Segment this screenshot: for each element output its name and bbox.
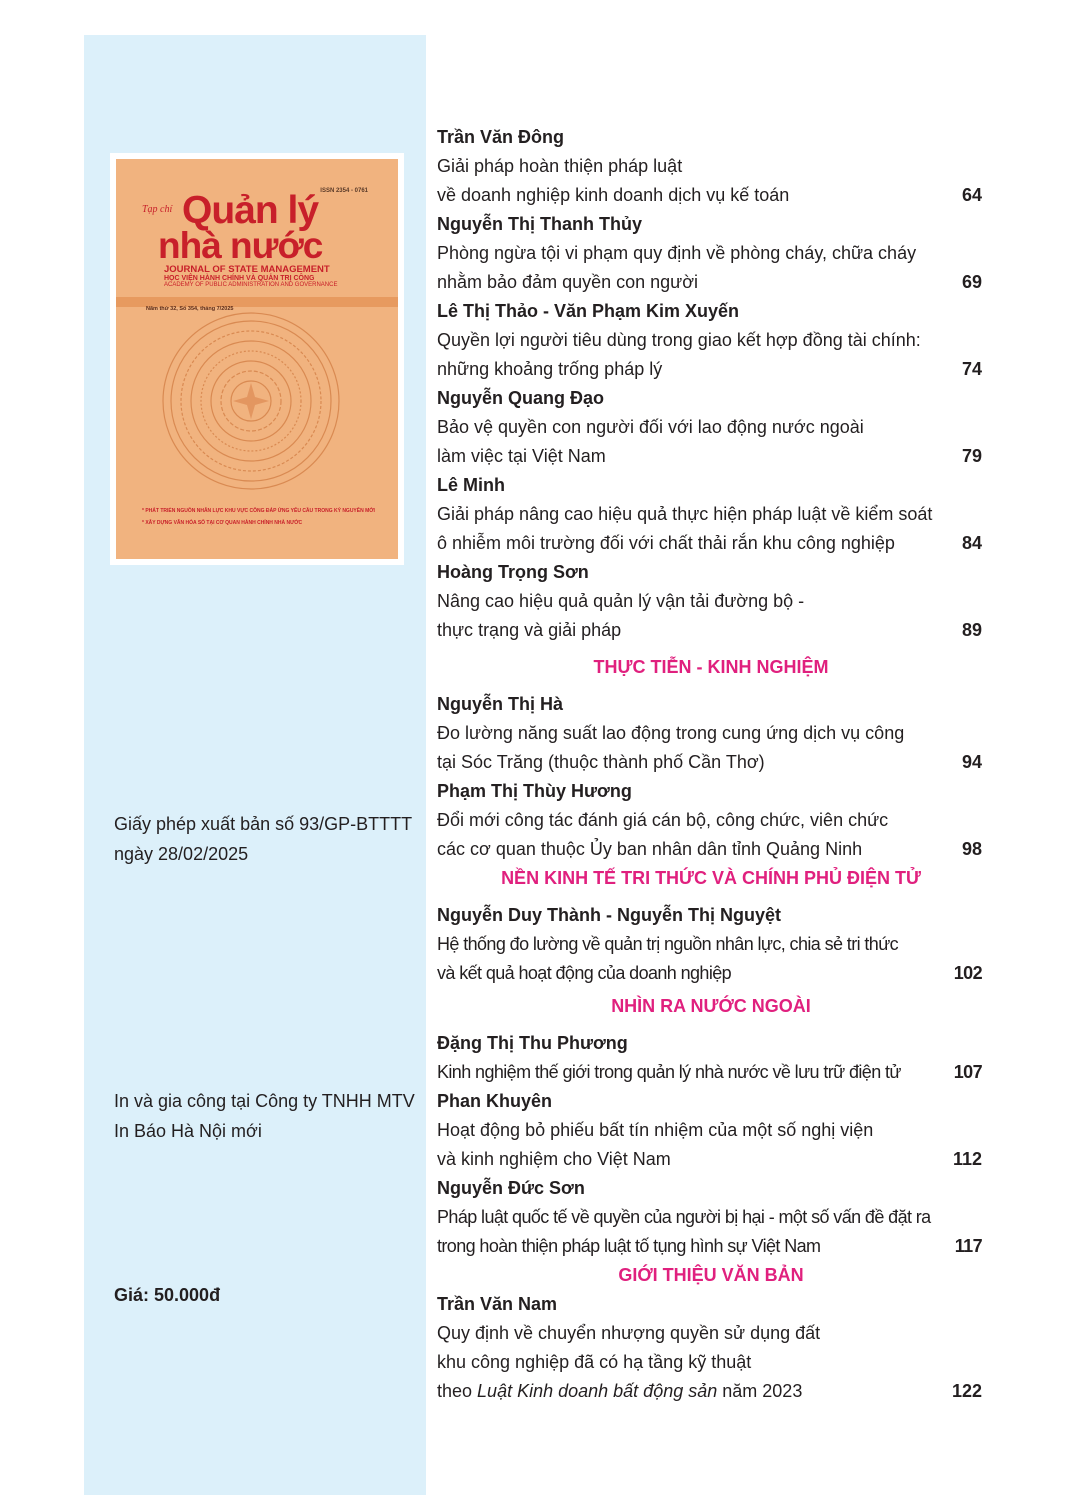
entry-title-line — [437, 748, 985, 777]
entry-author: Hoàng Trọng Sơn — [437, 562, 589, 582]
page-number: 69 — [961, 272, 982, 292]
entry-title-line — [437, 355, 985, 384]
entry-author: Phan Khuyên — [437, 1091, 553, 1111]
license-info: Giấy phép xuất bản số 93/GP-BTTTT ngày 28/02/2025 — [114, 814, 412, 864]
entry-title-line — [437, 442, 985, 471]
cover-issn: ISSN 2354 - 0761 — [320, 188, 368, 194]
section-heading: GIỚI THIỆU VĂN BẢN — [618, 1265, 804, 1285]
page-number: 122 — [951, 1381, 982, 1401]
cover-issue: Năm thứ 32, Số 354, tháng 7/2025 — [146, 306, 234, 312]
entry-title-text: Kinh nghiệm thế giới trong quản lý nhà nước về lưu trữ điện tử — [437, 1062, 901, 1082]
price-label: Giá: 50.000đ — [114, 1285, 221, 1305]
entry-author: Nguyễn Thị Hà — [437, 694, 564, 714]
entry-author: Lê Minh — [437, 475, 505, 495]
toc-group — [437, 901, 985, 988]
entry-title-text: tại Sóc Trăng (thuộc thành phố Cần Thơ) — [437, 752, 765, 772]
entry-title-line — [437, 1377, 985, 1406]
entry-author: Đặng Thị Thu Phương — [437, 1033, 628, 1053]
toc-entry[interactable] — [437, 777, 985, 864]
toc-entry[interactable] — [437, 558, 985, 645]
toc-group — [437, 1029, 985, 1261]
cover-topic-1: * PHÁT TRIỂN NGUỒN NHÂN LỰC KHU VỰC CÔNG ĐÁP ỨNG YÊU CẦU TRONG KỶ NGUYÊN MỚI — [142, 508, 375, 514]
cover-institution-vi: HỌC VIỆN HÀNH CHÍNH VÀ QUẢN TRỊ CÔNG — [164, 275, 315, 282]
entry-author: Lê Thị Thảo - Văn Phạm Kim Xuyến — [437, 301, 740, 321]
entry-title-line — [437, 959, 985, 988]
section-heading: NỀN KINH TẾ TRI THỨC VÀ CHÍNH PHỦ ĐIỆN TỬ — [501, 868, 921, 888]
entry-title-line: Phòng ngừa tội vi phạm quy định về phòng cháy, chữa cháy — [437, 243, 917, 263]
page-number: 112 — [952, 1149, 982, 1169]
toc-entry[interactable] — [437, 384, 985, 471]
entry-author: Nguyễn Thị Thanh Thủy — [437, 214, 642, 234]
page-number: 84 — [961, 533, 982, 553]
page-number: 102 — [953, 963, 982, 983]
page-number: 74 — [961, 359, 982, 379]
toc-entry[interactable] — [437, 471, 985, 558]
entry-title-line — [437, 181, 985, 210]
cover-prefix: Tạp chí — [142, 204, 173, 215]
toc-entry[interactable] — [437, 123, 985, 210]
entry-title-text: theo — [437, 1381, 478, 1401]
cover-title-line1: Quản lý — [182, 189, 319, 232]
entry-title-line — [437, 1058, 985, 1087]
printer-info: In và gia công tại Công ty TNHH MTV In Báo Hà Nội mới — [114, 1091, 415, 1141]
entry-title-line: Pháp luật quốc tế về quyền của người bị hại - một số vấn đề đặt ra — [437, 1207, 931, 1227]
entry-title-line — [437, 529, 985, 558]
section-heading: NHÌN RA NƯỚC NGOÀI — [611, 996, 811, 1016]
toc-group — [437, 690, 985, 864]
entry-title-line: Hệ thống đo lường về quản trị nguồn nhân lực, chia sẻ tri thức — [437, 934, 899, 954]
entry-title-text: và kết quả hoạt động của doanh nghiệp — [437, 963, 732, 983]
entry-title-line: Quyền lợi người tiêu dùng trong giao kết hợp đồng tài chính: — [437, 330, 921, 350]
entry-author: Trần Văn Nam — [437, 1294, 558, 1314]
entry-title-text: về doanh nghiệp kinh doanh dịch vụ kế toán — [437, 185, 790, 205]
entry-title-line: Hoạt động bỏ phiếu bất tín nhiệm của một số nghị viện — [437, 1120, 874, 1140]
entry-title-line: Giải pháp hoàn thiện pháp luật — [437, 156, 683, 176]
entry-title-line: Quy định về chuyển nhượng quyền sử dụng đất — [437, 1323, 821, 1343]
law-name: Luật Kinh doanh bất động sản — [477, 1381, 718, 1401]
entry-title-text: và kinh nghiệm cho Việt Nam — [437, 1149, 671, 1169]
entry-title-line — [437, 268, 985, 297]
toc-entry[interactable] — [437, 297, 985, 384]
entry-title-text: thực trạng và giải pháp — [437, 620, 622, 640]
page-number: 98 — [961, 839, 982, 859]
page-number: 89 — [961, 620, 982, 640]
entry-title-line — [437, 1145, 985, 1174]
entry-title-line — [437, 616, 985, 645]
entry-title-line: Đo lường năng suất lao động trong cung ứng dịch vụ công — [437, 723, 905, 743]
entry-title-line: Bảo vệ quyền con người đối với lao động nước ngoài — [437, 417, 864, 437]
cover-institution-en: ACADEMY OF PUBLIC ADMINISTRATION AND GOVERNANCE — [164, 282, 338, 288]
toc-entry[interactable] — [437, 1087, 985, 1174]
entry-title-line: Giải pháp nâng cao hiệu quả thực hiện pháp luật về kiểm soát — [437, 504, 933, 524]
entry-title-text: trong hoàn thiện pháp luật tố tụng hình sự Việt Nam — [437, 1236, 821, 1256]
entry-title-text: những khoảng trống pháp lý — [437, 359, 663, 379]
page-number: 64 — [961, 185, 982, 205]
entry-title-line — [437, 835, 985, 864]
page-number: 117 — [954, 1236, 982, 1256]
cover-artwork — [116, 159, 398, 559]
entry-title-line: Đổi mới công tác đánh giá cán bộ, công chức, viên chức — [437, 810, 889, 830]
entry-title-text: các cơ quan thuộc Ủy ban nhân dân tỉnh Quảng Ninh — [437, 839, 863, 859]
entry-title-line — [437, 1232, 985, 1261]
entry-author: Phạm Thị Thùy Hương — [437, 781, 632, 801]
toc-entry[interactable] — [437, 1290, 985, 1406]
entry-title-line: Nâng cao hiệu quả quản lý vận tải đường bộ - — [437, 591, 805, 611]
entry-author: Trần Văn Đông — [437, 127, 565, 147]
toc-group — [437, 123, 985, 645]
toc-entry[interactable] — [437, 690, 985, 777]
toc-entry[interactable] — [437, 1174, 985, 1261]
cover-topic-2: * XÂY DỰNG VĂN HÓA SỐ TẠI CƠ QUAN HÀNH CHÍNH NHÀ NƯỚC — [142, 520, 303, 526]
page-number: 107 — [953, 1062, 982, 1082]
page-number: 94 — [961, 752, 982, 772]
magazine-cover — [110, 153, 404, 565]
cover-title-line2: nhà nước — [158, 225, 323, 266]
page-number: 79 — [961, 446, 982, 466]
toc-entry[interactable] — [437, 901, 985, 988]
entry-title-text: nhằm bảo đảm quyền con người — [437, 272, 699, 292]
entry-author: Nguyễn Đức Sơn — [437, 1178, 585, 1198]
toc-entry[interactable] — [437, 210, 985, 297]
entry-title-text: làm việc tại Việt Nam — [437, 446, 606, 466]
table-of-contents — [437, 123, 985, 1406]
cover-subtitle: JOURNAL OF STATE MANAGEMENT — [164, 264, 330, 275]
entry-author: Nguyễn Duy Thành - Nguyễn Thị Nguyệt — [437, 905, 782, 925]
entry-title-text: năm 2023 — [717, 1381, 803, 1401]
toc-entry[interactable] — [437, 1029, 985, 1087]
section-heading: THỰC TIỄN - KINH NGHIỆM — [593, 657, 829, 677]
entry-title-text: ô nhiễm môi trường đối với chất thải rắn khu công nghiệp — [437, 533, 895, 553]
entry-title-line: khu công nghiệp đã có hạ tầng kỹ thuật — [437, 1352, 752, 1372]
bronze-drum-icon — [135, 311, 367, 491]
entry-author: Nguyễn Quang Đạo — [437, 388, 605, 408]
